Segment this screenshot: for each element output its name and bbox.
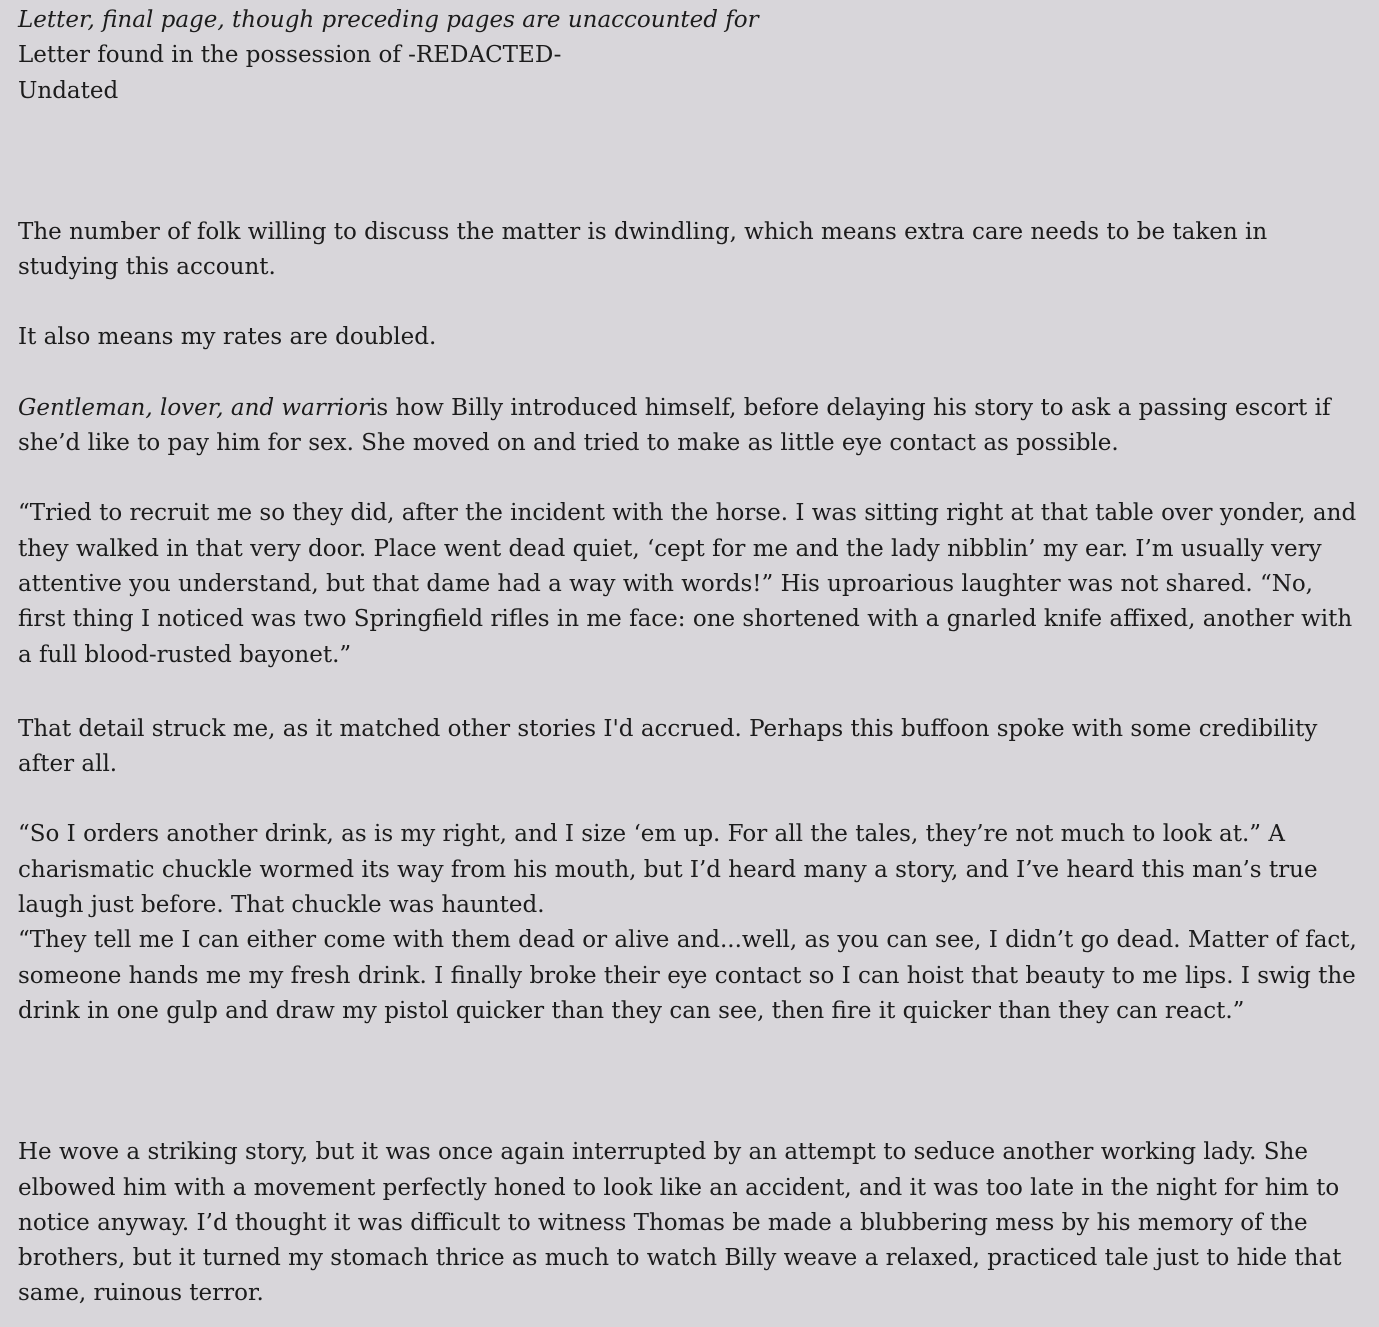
spacer: [18, 1029, 1361, 1135]
document-source: Letter found in the possession of -REDACTED-: [18, 42, 562, 69]
paragraph-4: “Tried to recruit me so they did, after the incident with the horse. I was sitting right at that table over yonder, and they walked in that very door. Place went dead quiet, ‘cept for me and the lady nibblin’ my ear. I’m usually very attentive you understand, but that dame had a way with words!” His uproarious laughter was not shared. “No, first thing I noticed was two Springfield rifles in me face: one shortened with a gnarled knife affixed, another with a full blood-rusted bayonet.”: [18, 500, 1357, 668]
paragraph-3-italic: Gentleman, lover, and warrior: [18, 394, 370, 421]
paragraph-5: That detail struck me, as it matched other stories I'd accrued. Perhaps this buffoon spoke with some credibility after all.: [18, 715, 1318, 778]
document-date: Undated: [18, 77, 119, 104]
paragraph-2: It also means my rates are doubled.: [18, 324, 437, 351]
spacer: [18, 461, 1361, 496]
paragraph-6: “So I orders another drink, as is my right, and I size ‘em up. For all the tales, they’re not much to look at.” A charismatic chuckle wormed its way from his mouth, but I’d heard many a story, and I’ve heard this man’s true laugh just before. That chuckle was haunted.: [18, 821, 1318, 919]
document-subtitle: Letter, final page, though preceding pages are unaccounted for: [18, 7, 759, 33]
spacer: [18, 356, 1361, 391]
spacer: [18, 782, 1361, 817]
paragraph-1: The number of folk willing to discuss the matter is dwindling, which means extra care needs to be taken in studying this account.: [18, 218, 1268, 281]
paragraph-3-rest: is how Billy introduced himself, before delaying his story to ask a passing escort if she’d like to pay him for sex. She moved on and tried to make as little eye contact as possible.: [18, 394, 1331, 457]
paragraph-7: “They tell me I can either come with them dead or alive and...well, as you can see, I didn’t go dead. Matter of fact, someone hands me my fresh drink. I finally broke their eye contact so I can hoist that beauty to me lips. I swig the drink in one gulp and draw my pistol quicker than they can see, then fire it quicker than they can react.”: [18, 927, 1357, 1024]
spacer: [18, 673, 1361, 712]
spacer: [18, 285, 1361, 320]
paragraph-8: He wove a striking story, but it was once again interrupted by an attempt to seduce another working lady. She elbowed him with a movement perfectly honed to look like an accident, and it was too late in the night for him to notice anyway. I’d thought it was difficult to witness Thomas be made a blubbering mess by his memory of the brothers, but it turned my stomach thrice as much to watch Billy weave a relaxed, practiced tale just to hide that same, ruinous terror.: [18, 1139, 1342, 1307]
paragraph-3: [18, 391, 1361, 462]
spacer: [18, 109, 1361, 215]
